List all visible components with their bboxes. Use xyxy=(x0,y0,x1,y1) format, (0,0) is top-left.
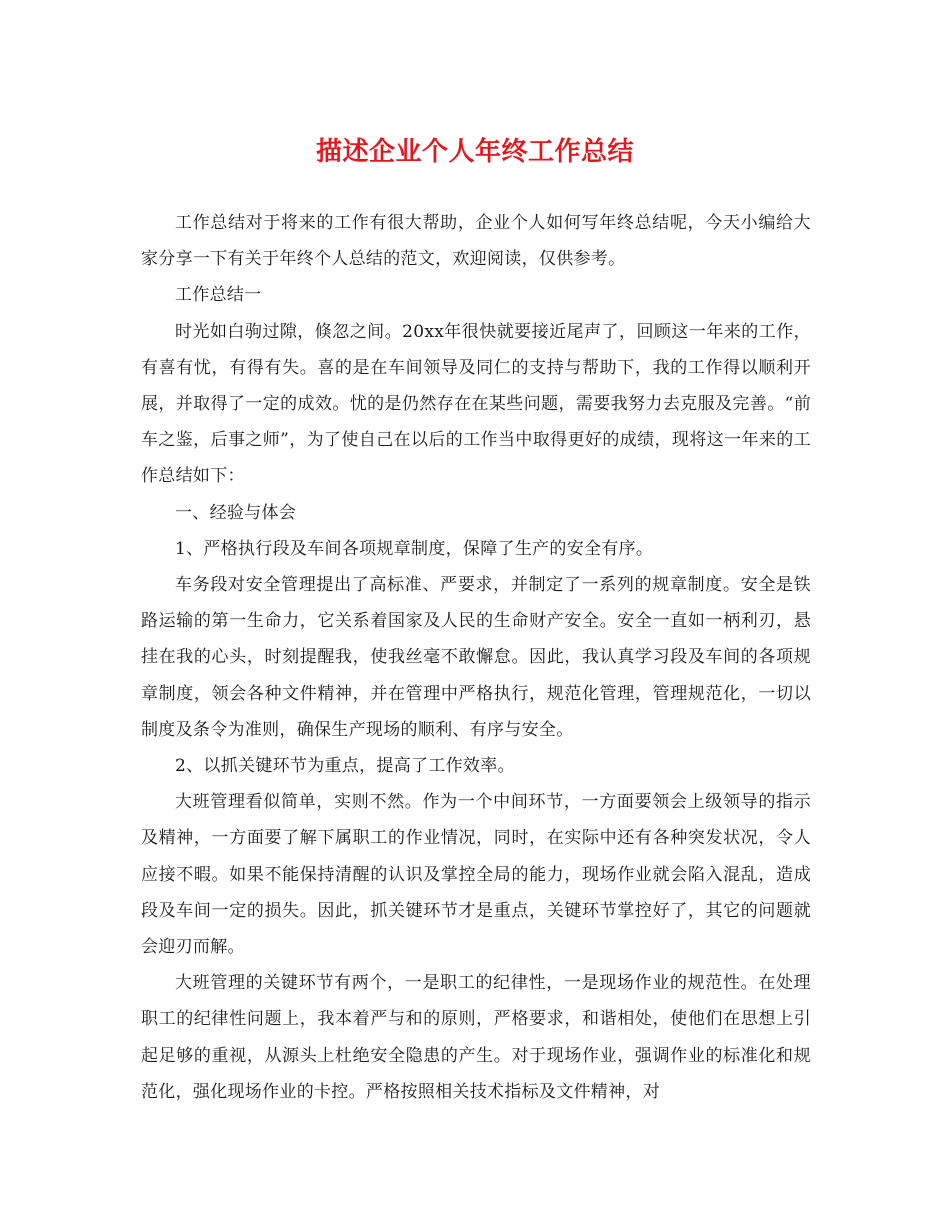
section-heading-summary-one: 工作总结一 xyxy=(175,285,262,306)
body-paragraph: 大班管理的关键环节有两个，一是职工的纪律性，一是现场作业的规范性。在处理职工的纪律性问题上，我本着严与和的原则，严格要求，和谐相处，使他们在思想上引起足够的重视，从源头上杜绝安全隐患的产生。对于现场作业，强调作业的标准化和规范化，强化现场作业的卡控。严格按照相关技术指标及文件精神，对 xyxy=(141,973,811,1102)
document-title: 描述企业个人年终工作总结 xyxy=(315,137,634,167)
section-heading-experience: 一、经验与体会 xyxy=(175,502,297,523)
body-paragraph: 车务段对安全管理提出了高标准、严要求，并制定了一系列的规章制度。安全是铁路运输的第一生命力，它关系着国家及人民的生命财产安全。安全一直如一柄利刃，悬挂在我的心头，时刻提醒我，使我丝毫不敢懈怠。因此，我认真学习段及车间的各项规章制度，领会各种文件精神，并在管理中严格执行，规范化管理，管理规范化，一切以制度及条令为准则，确保生产现场的顺利、有序与安全。 xyxy=(141,575,811,740)
intro-paragraph: 工作总结对于将来的工作有很大帮助，企业个人如何写年终总结呢，今天小编给大家分享一下有关于年终个人总结的范文，欢迎阅读，仅供参考。 xyxy=(141,213,811,270)
document-body xyxy=(141,205,811,1110)
body-paragraph: 大班管理看似简单，实则不然。作为一个中间环节，一方面要领会上级领导的指示及精神，一方面要了解下属职工的作业情况，同时，在实际中还有各种突发状况，令人应接不暇。如果不能保持清醒的认识及掌控全局的能力，现场作业就会陷入混乱，造成段及车间一定的损失。因此，抓关键环节才是重点，关键环节掌控好了，其它的问题就会迎刃而解。 xyxy=(141,792,811,958)
body-paragraph: 时光如白驹过隙，倏忽之间。20xx年很快就要接近尾声了，回顾这一年来的工作，有喜有忧，有得有失。喜的是在车间领导及同仁的支持与帮助下，我的工作得以顺利开展，并取得了一定的成效。忧的是仍然存在在某些问题，需要我努力去克服及完善。“前车之鉴，后事之师”，为了使自己在以后的工作当中取得更好的成绩，现将这一年来的工作总结如下： xyxy=(141,321,811,487)
subheading-item-1: 1、严格执行段及车间各项规章制度，保障了生产的安全有序。 xyxy=(175,538,654,559)
subheading-item-2: 2、以抓关键环节为重点，提高了工作效率。 xyxy=(175,756,515,777)
